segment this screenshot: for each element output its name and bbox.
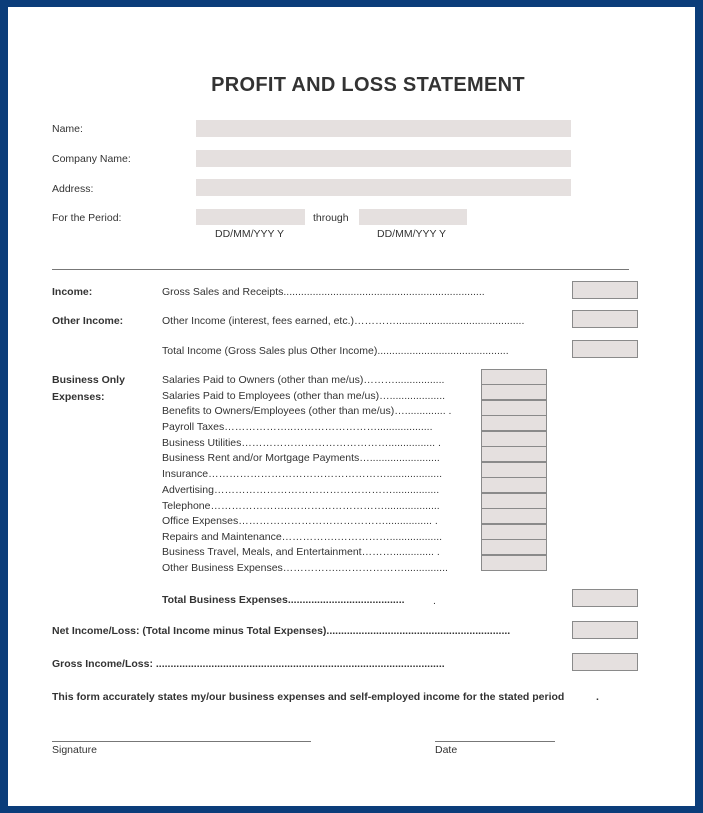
- expense-field[interactable]: [481, 400, 547, 416]
- expense-field[interactable]: [481, 477, 547, 493]
- expense-field[interactable]: [481, 524, 547, 540]
- address-field[interactable]: [196, 179, 571, 196]
- expense-row: Repairs and Maintenance…………….……………..................: [162, 531, 443, 543]
- expenses-label-2: Expenses:: [52, 391, 105, 403]
- name-label: Name:: [52, 123, 83, 135]
- expense-field[interactable]: [481, 415, 547, 431]
- gross-income-label: Gross Income/Loss: ...................................................................................................: [52, 658, 445, 670]
- period-label: For the Period:: [52, 212, 122, 224]
- date-label: Date: [435, 744, 458, 756]
- expense-field[interactable]: [481, 431, 547, 447]
- expense-field[interactable]: [481, 493, 547, 509]
- signature-label: Signature: [52, 744, 97, 756]
- other-income-row: Other Income (interest, fees earned, etc.)…………............................................: [162, 315, 525, 327]
- expense-row: Business Travel, Meals, and Entertainment……….............. .: [162, 546, 440, 558]
- other-income-field[interactable]: [572, 310, 638, 328]
- expense-row: Advertising……………………………………………................: [162, 484, 440, 496]
- certification-statement: This form accurately states my/our business expenses and self-employed income for the stated period: [52, 691, 565, 703]
- other-income-label: Other Income:: [52, 315, 124, 327]
- expense-row: Business Rent and/or Mortgage Payments…........................: [162, 452, 440, 464]
- expense-row: Insurance……………………………………………...................: [162, 468, 443, 480]
- gross-income-field[interactable]: [572, 653, 638, 671]
- expense-row: Office Expenses……………………………………................ .: [162, 515, 438, 527]
- signature-line[interactable]: [52, 741, 311, 742]
- expense-field[interactable]: [481, 508, 547, 524]
- expense-field[interactable]: [481, 462, 547, 478]
- certification-dot: .: [596, 691, 599, 703]
- address-label: Address:: [52, 183, 94, 195]
- expenses-label-1: Business Only: [52, 374, 125, 386]
- expense-field[interactable]: [481, 384, 547, 400]
- total-income-row: Total Income (Gross Sales plus Other Income).............................................: [162, 345, 509, 357]
- period-end-field[interactable]: [359, 209, 467, 225]
- total-expenses-field[interactable]: [572, 589, 638, 607]
- page-title: PROFIT AND LOSS STATEMENT: [211, 74, 525, 96]
- income-label: Income:: [52, 286, 93, 298]
- expense-row: Other Business Expenses……………..………………...............: [162, 562, 448, 574]
- company-name-field[interactable]: [196, 150, 571, 167]
- gross-sales-field[interactable]: [572, 281, 638, 299]
- name-field[interactable]: [196, 120, 571, 137]
- expense-field[interactable]: [481, 369, 547, 385]
- divider: [52, 269, 629, 270]
- form-sheet: [8, 7, 695, 806]
- company-name-label: Company Name:: [52, 153, 131, 165]
- total-expenses-dot: .: [433, 595, 436, 607]
- expense-field[interactable]: [481, 555, 547, 571]
- net-income-field[interactable]: [572, 621, 638, 639]
- period-end-hint: DD/MM/YYY Y: [377, 228, 447, 240]
- net-income-label: Net Income/Loss: (Total Income minus Total Expenses)...............................................................: [52, 625, 511, 637]
- gross-sales-row: Gross Sales and Receipts.....................................................................: [162, 286, 485, 298]
- date-line[interactable]: [435, 741, 555, 742]
- through-label: through: [313, 212, 349, 224]
- period-start-field[interactable]: [196, 209, 305, 225]
- expense-row: Salaries Paid to Employees (other than me/us)…...................: [162, 390, 446, 402]
- expense-row: Benefits to Owners/Employees (other than me/us)….............. .: [162, 405, 452, 417]
- expense-row: Telephone…………………..………………………...................: [162, 500, 440, 512]
- expense-row: Salaries Paid to Owners (other than me/us)……….................: [162, 374, 445, 386]
- expense-field[interactable]: [481, 446, 547, 462]
- total-income-field[interactable]: [572, 340, 638, 358]
- expense-row: Payroll Taxes………………..……………………...................: [162, 421, 433, 433]
- total-expenses-label: Total Business Expenses........................................: [162, 594, 405, 606]
- expense-row: Business Utilities……………………………………................ .: [162, 437, 441, 449]
- expense-field[interactable]: [481, 539, 547, 555]
- period-start-hint: DD/MM/YYY Y: [215, 228, 285, 240]
